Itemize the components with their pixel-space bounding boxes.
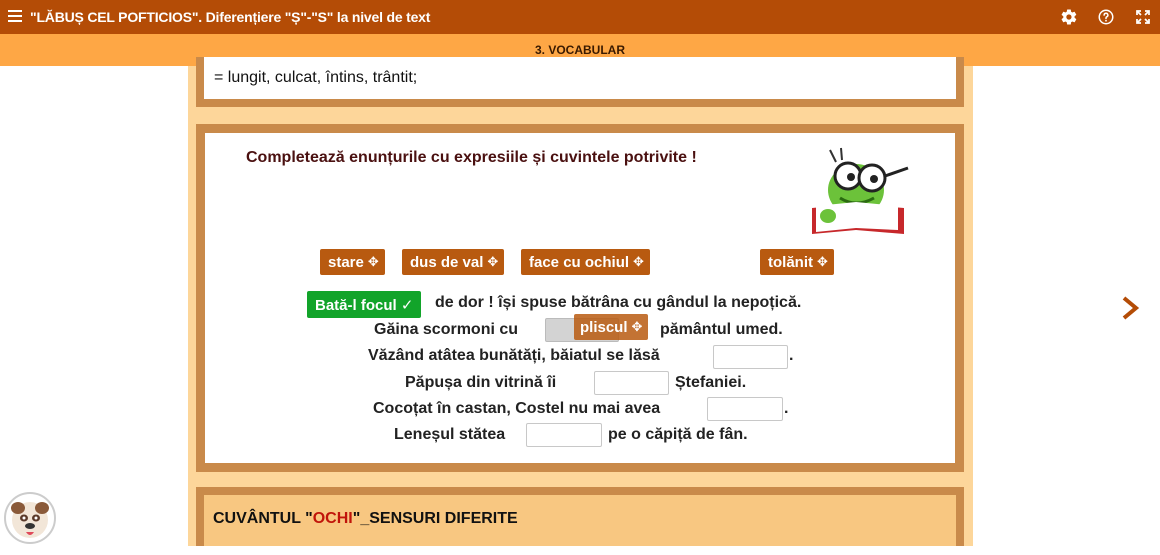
- exercise-instruction: Completează enunțurile cu expresiile și cuvintele potrivite !: [246, 149, 697, 166]
- chip-label: stare: [328, 253, 364, 271]
- next-section-title: CUVÂNTUL "OCHI"_SENSURI DIFERITE: [213, 510, 518, 527]
- top-bar: [0, 0, 1160, 34]
- sentence-2-after: pământul umed.: [660, 321, 783, 338]
- sentence-3-after: .: [789, 347, 794, 364]
- fullscreen-icon[interactable]: [1133, 7, 1153, 27]
- chip-face-cu-ochiul[interactable]: [521, 249, 650, 275]
- drop-slot-5[interactable]: [707, 397, 783, 421]
- help-circle-icon[interactable]: [1096, 7, 1116, 27]
- next-arrow-icon[interactable]: [1118, 294, 1142, 322]
- page-title: "LĂBUȘ CEL POFTICIOS". Diferențiere "Ș"-"S" la nivel de text: [30, 9, 431, 25]
- drop-slot-6[interactable]: [526, 423, 602, 447]
- chip-tolanit[interactable]: [760, 249, 834, 275]
- move-icon: ✥: [631, 319, 643, 334]
- bookworm-mascot-icon: [808, 146, 920, 236]
- move-icon: ✥: [487, 254, 499, 269]
- drop-slot-4[interactable]: [594, 371, 669, 395]
- section-label: 3. VOCABULAR: [534, 43, 625, 57]
- chip-stare[interactable]: [320, 249, 385, 275]
- menu-icon[interactable]: [8, 10, 22, 24]
- sentence-4-after: Ștefaniei.: [675, 374, 747, 391]
- sentence-1-after: de dor ! își spuse bătrâna cu gândul la nepoțică.: [435, 294, 802, 311]
- sentence-2-before: Găina scormoni cu: [374, 321, 519, 338]
- previous-card-text: = lungit, culcat, întins, trântit;: [214, 69, 418, 86]
- move-icon: ✥: [367, 254, 379, 269]
- avatar[interactable]: [4, 492, 56, 544]
- bulldog-avatar-icon: [6, 494, 54, 542]
- move-icon: ✥: [633, 254, 644, 269]
- dragging-chip-pliscul[interactable]: [574, 314, 648, 340]
- drop-slot-3[interactable]: [713, 345, 788, 369]
- previous-card: [196, 57, 964, 107]
- sentence-5-after: .: [784, 400, 789, 417]
- move-icon: ✥: [817, 254, 828, 269]
- chip-label: face cu ochiul: [529, 253, 630, 271]
- chip-dus-de-val[interactable]: [402, 249, 504, 275]
- placed-answer-correct[interactable]: Bată-l focul ✓: [307, 291, 421, 318]
- sentence-6-before: Leneșul stătea: [394, 426, 506, 443]
- sentence-4-before: Păpușa din vitrină îi: [405, 374, 557, 391]
- sentence-6-after: pe o căpiță de fân.: [608, 426, 748, 443]
- next-section-card: [196, 487, 964, 546]
- chip-label: pliscul: [580, 318, 628, 336]
- chip-label: tolănit: [768, 253, 813, 271]
- sentence-5-before: Cocoțat în castan, Costel nu mai avea: [373, 400, 661, 417]
- chip-label: dus de val: [410, 253, 484, 271]
- sentence-3-before: Văzând atâtea bunătăți, băiatul se lăsă: [368, 347, 660, 364]
- gear-icon[interactable]: [1059, 7, 1079, 27]
